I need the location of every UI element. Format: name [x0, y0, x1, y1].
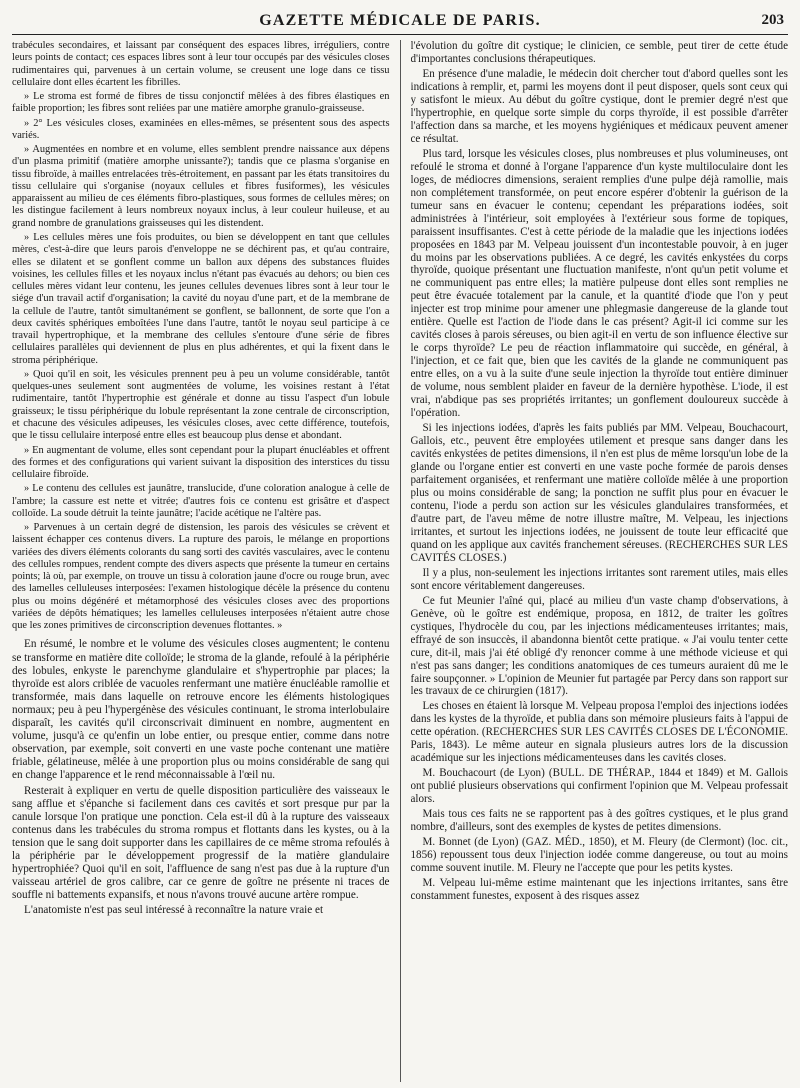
- paragraph: M. Bouchacourt (de Lyon) (BULL. DE THÉRAP., 1844 et 1849) et M. Gallois ont publié plusieurs observations qui confirment l'opinion que M. Velpeau professait alors.: [410, 767, 788, 806]
- paragraph: » 2° Les vésicules closes, examinées en elles-mêmes, se présentent sous des aspects variés.: [12, 117, 390, 141]
- left-column: [12, 40, 390, 1082]
- paragraph: » Le stroma est formé de fibres de tissu conjonctif mêlées à des fibres élastiques en faible proportion; les fibres sont reliées par une matière amorphe granulo-graisseuse.: [12, 91, 390, 115]
- paragraph: » Quoi qu'il en soit, les vésicules prennent peu à peu un volume considérable, tantôt quelques-unes seulement sont augmentées de volume, les voisines restant à l'état rudimentaire, tantôt l'hypertrophie est générale et donne au tissu l'aspect d'un lobule graisseux; le tissu périphérique du lobule représentant la zone centrale de circonscription, et chacune des vésicules adipeuses, les vésicules closes, avec cette différence, toutefois, que le tissu cellulaire interposé entre elles est beaucoup plus dense et abondant.: [12, 368, 390, 442]
- paragraph: M. Bonnet (de Lyon) (GAZ. MÉD., 1850), et M. Fleury (de Clermont) (loc. cit., 1856) repoussent tous deux l'injection iodée comme dangereuse, ou tout au moins comme souvent inutile. M. Fleury ne l'accepte que pour les petits kystes.: [410, 836, 788, 875]
- right-column: [411, 40, 789, 1082]
- paragraph: » Le contenu des cellules est jaunâtre, translucide, d'une coloration analogue à celle de l'ambre; la cassure est nette et vitrée; d'autres fois ce contenu est grisâtre et d'aspect colloïde. La soude détruit la teinte jaunâtre; l'acide acétique ne l'altère pas.: [12, 483, 390, 519]
- paragraph: En résumé, le nombre et le volume des vésicules closes augmentent; le contenu se transforme en matière dite colloïde; le stroma de la glande, refoulé à la périphérie des lobules, enkyste le parenchyme glandulaire et s'hypertrophie par places; la thyroïde est alors criblée de vacuoles renfermant une matière énucléable ramollie et transformée, mais dans laquelle on retrouve encore les éléments histologiques normaux; peu à peu l'hypergénèse des vésicules continuant, le stroma interlobulaire disparaît, les cavités qu'il circonscrivait diminuent en nombre, augmentent en volume, jusqu'à ce qu'enfin un lobe entier, ou presque entier, comme dans notre observation, par exemple, soit converti en une vaste poche contenant une matière friable, gélatineuse, mêlée à une proportion plus ou moins considérable de sang qui en change l'apparence et le rend méconnaissable à l'œil nu.: [12, 638, 390, 782]
- paragraph: Il y a plus, non-seulement les injections irritantes sont rarement utiles, mais elles sont encore véritablement dangereuses.: [410, 566, 788, 592]
- text-columns: [12, 40, 788, 1082]
- paragraph: l'évolution du goître dit cystique; le clinicien, ce semble, peut tirer de cette étude d'importantes conclusions thérapeutiques.: [410, 40, 788, 65]
- paragraph: » Les cellules mères une fois produites, ou bien se développent en tant que cellules mères, c'est-à-dire que leurs parois d'enveloppe ne se déchirent pas, et qu'au contraire, elles se dilatent et se gonflent comme un ballon aux dépens des substances fluides voisines, les cellules filles et les noyaux inclus n'étant pas évacués au dehors; ou bien ces cellules mères vidant leur contenu, les jeunes cellules devenues libres sont à leur tour le siége d'un travail actif d'organisation; la cavité du noyau d'une part, et de la membrane de la cellule de l'autre, tantôt simultanément se gonflent, se ballonnent, de sorte que l'on a deux cavités sphériques emboîtées l'une dans l'autre, tantôt le noyau seul participe à ce travail hypertrophique, et la membrane des cellules s'entoure d'une série de fibres cellulaires parallèles qui deviennent de plus en plus adhérentes, et qui la fixent dans le stroma périphérique.: [12, 231, 390, 366]
- paragraph: Plus tard, lorsque les vésicules closes, plus nombreuses et plus volumineuses, ont refoulé le stroma et donné à l'organe l'apparence d'un kyste multiloculaire dont les loges, de médiocres dimensions, seraient remplies d'une pulpe déjà ramollie, mais non complétement transformée, on peut encore espérer d'obtenir la guérison de la tumeur sans en évacuer le contenu; cependant les préparations iodées, soit administrées à l'intérieur, soit employées à l'extérieur sous forme de topiques, paraissent insuffisantes. C'est à cette période de la maladie que les injections iodées proposées en 1843 par M. Velpeau jouissent d'un incontestable pouvoir, à en juger du moins par les observations publiées. A ce degré, les cavités enkystées du corps thyroïde, quoique présentant une fluctuation manifeste, n'ont qu'un petit volume et ne communiquent pas entre elles; la matière pulpeuse dont elles sont remplies ne peut être évacuée totalement par la canule, et la quantité d'iode que l'on y peut injecter est trop minime pour amener une phlegmasie dangereuse de la glande tout entière. Quelle est l'action de l'iode dans le cas présent? Agit-il ici comme sur les cavités closes à parois séreuses, ou bien agit-il en vertu de son influence élective sur le corps thyroïde? Le peu de réaction inflammatoire qui succède, en général, à l'injection, et ce fait que, bien que les cavités de la glande ne communiquent pas entre elles, on a vu à la suite d'une seule injection la thyroïde tout entière diminuer de volume, nous semblent plaider en faveur de la dernière hypothèse. L'iode, il est vrai, n'abdique pas ses propriétés irritantes; un gonflement douloureux succède à l'opération.: [410, 147, 788, 420]
- paragraph: » En augmentant de volume, elles sont cependant pour la plupart énucléables et offrent des formes et des configurations qui varient suivant la disposition des interstices du tissu cellulaire fibroïde.: [12, 444, 390, 481]
- paragraph: Si les injections iodées, d'après les faits publiés par MM. Velpeau, Bouchacourt, Gallois, etc., peuvent être employées utilement et presque sans danger dans les cavités enkystées de petites dimensions, il n'en est plus de même lorsqu'un lobe de la glande ou l'organe entier est converti en une vaste poche formée de parois denses parfaitement organisées, et renfermant une matière colloïde mêlée à une proportion plus ou moins considérable de sang; la ponction ne suffit plus pour en évacuer le contenu, l'iode a perdu son action sur les vésicules glandulaires transformées, et d'autre part, de l'aveu même de notre illustre maître, M. Velpeau, les injections irritantes, et surtout les injections iodées, ne jouissent de toute leur efficacité que quand on les applique aux cavités franchement séreuses. (RECHERCHES SUR LES CAVITÉS CLOSES.): [410, 422, 788, 564]
- running-header: [12, 8, 788, 35]
- journal-title: GAZETTE MÉDICALE DE PARIS.: [259, 12, 541, 29]
- quoted-passage: [12, 40, 390, 632]
- paragraph: » Augmentées en nombre et en volume, elles semblent prendre naissance aux dépens d'un plasma primitif (matière amorphe unissante?); tandis que ce plasma s'organise en tissu fibroïde, à mailles entrelacées très-étroitement, en passant par les états transitoires du tissu cellulaire qui s'organise (noyaux cellules et fibres fusiformes), les vésicules apparaissent au milieu de ces éléments fibro-plastiques, sous formes de cellules mères; on les distingue facilement à leurs nombreux noyaux inclus, à leur couleur huileuse, et au grand nombre de granulations graisseuses qui les distendent.: [12, 144, 390, 229]
- paragraph: Resterait à expliquer en vertu de quelle disposition particulière des vaisseaux le sang afflue et s'épanche si facilement dans ces cavités et sort presque pur par la canule lorsque l'on pratique une ponction. Cela est-il dû à la rupture des vaisseaux contenus dans les trabécules du stroma rompus et flottants dans les kystes, ou à la tension que le sang doit supporter dans les capillaires de ce même stroma refoulés à la périphérie par le développement progressif de la matière glandulaire hypertrophiée? Quoi qu'il en soit, l'affluence de sang n'est pas due à la rupture d'un vaisseau artériel de gros calibre, car ce genre de goître ne présente ni traces de souffle ni battements expansifs, et nous n'avons trouvé aucune artère rompue.: [12, 784, 390, 902]
- paragraph: trabécules secondaires, et laissant par conséquent des espaces libres, irréguliers, contre leurs points de contact; ces espaces libres sont à leur tour occupés par des vésicules closes rudimentaires qui, parvenues à un certain volume, se creusent une loge dans ce tissu cellulaire dont elles écartent les fibrilles.: [12, 40, 390, 88]
- paragraph: » Parvenues à un certain degré de distension, les parois des vésicules se crèvent et laissent échapper ces contenus divers. La rupture des parois, le mélange en proportions variées des divers éléments colorants du sang sorti des cavités vasculaires, avec le contenu des cellules rompues, rendent compte des divers aspects que présente la tumeur en certains points; là où, par exemple, on trouve un tissu à coloration jaune d'ocre ou rouge brun, avec des lamelles celluleuses interposées: l'examen histologique décèle la présence du contenu plus ou moins dégénéré et métamorphosé des vésicules closes avec des proportions variées de dépôts hématiques; les lamelles celluleuses interposées n'étaient autre chose que les zones primitives de circonscription devenues flottantes. »: [12, 522, 390, 632]
- column-separator: [400, 40, 401, 1082]
- paragraph: Mais tous ces faits ne se rapportent pas à des goîtres cystiques, et le plus grand nombre, d'ailleurs, sont des exemples de kystes de petites dimensions.: [410, 808, 788, 834]
- paragraph: Ce fut Meunier l'aîné qui, placé au milieu d'un vaste champ d'observations, à Genève, où le goître est endémique, proposa, en 1812, de traiter les goîtres cystiques, l'hydrocèle du cou, par les injections médicamenteuses irritantes; mais, effrayé de son insuccès, il abandonna bientôt cette pratique. « J'ai voulu tenter cette cure, dit-il, mais j'ai été obligé d'y renoncer comme à une méthode vicieuse et qui n'est pas sans danger; les conditions anatomiques de ces tumeurs auraient dû me le faire soupçonner. » L'opinion de Meunier fut partagée par Percy dans son rapport sur les travaux de ce chirurgien (1817).: [410, 594, 788, 698]
- paragraph: M. Velpeau lui-même estime maintenant que les injections irritantes, sans être constamment funestes, exposent à des risques assez: [410, 877, 788, 902]
- page-number: 203: [761, 12, 784, 28]
- paragraph: En présence d'une maladie, le médecin doit chercher tout d'abord quelles sont les indications à remplir, et, parmi les moyens dont il peut disposer, quels sont ceux qui y satisfont le mieux. Au début du goître cystique, dont le premier degré n'est que l'hypertrophie, en quelque sorte simple du corps thyroïde, il est possible d'arrêter l'affection dans sa marche, et les moyens hygiéniques et médicaux peuvent amener ce résultat.: [410, 67, 788, 145]
- paragraph: Les choses en étaient là lorsque M. Velpeau proposa l'emploi des injections iodées dans les kystes de la thyroïde, et publia dans son mémoire plusieurs faits à l'appui de cette opération. (RECHERCHES SUR LES CAVITÉS CLOSES DE L'ÉCONOMIE. Paris, 1843). Le même auteur en signala plusieurs autres lors de la discussion académique sur les injections médicamenteuses dans les cavités closes.: [410, 700, 788, 765]
- paragraph: L'anatomiste n'est pas seul intéressé à reconnaître la nature vraie et: [24, 904, 324, 917]
- body-passage: [12, 638, 390, 917]
